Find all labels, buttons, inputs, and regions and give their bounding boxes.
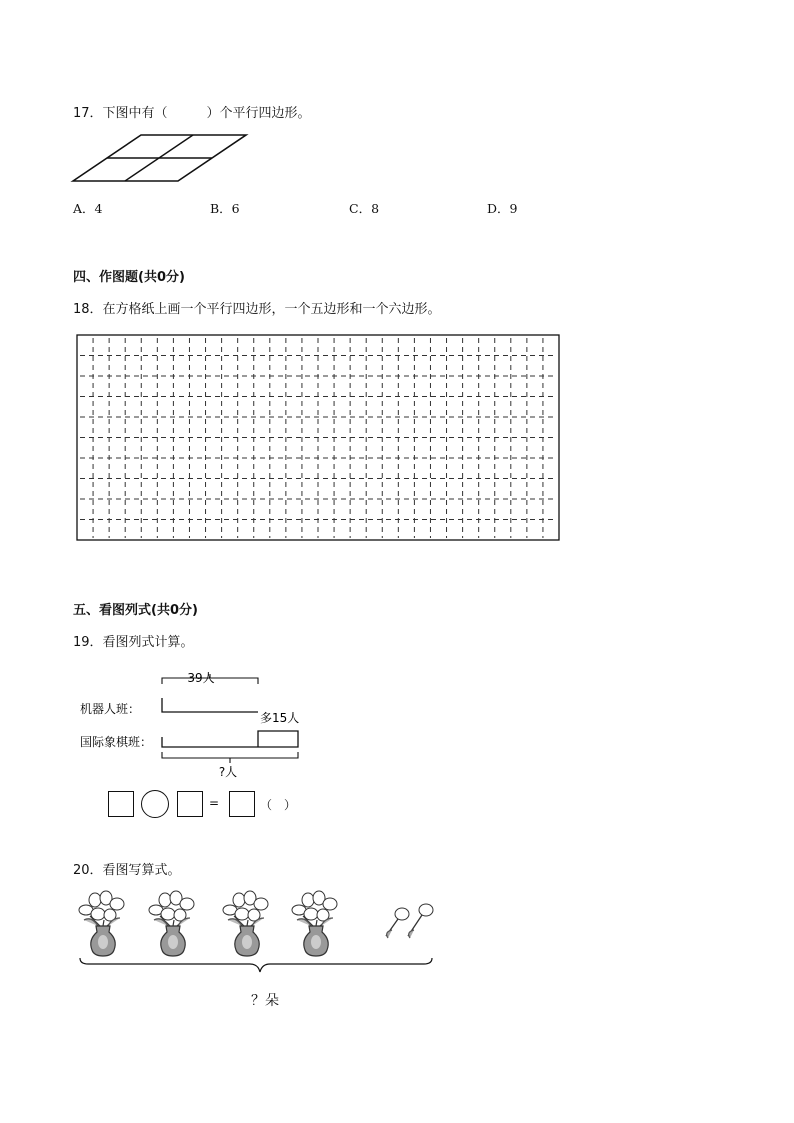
answer-box-3[interactable] [229,791,255,817]
option-b[interactable]: B．6 [210,201,240,216]
question-18-text: 18．在方格纸上画一个平行四边形，一个五边形和一个六边形。 [73,302,441,317]
parallelogram-figure [70,130,252,186]
question-17-text: 17．下图中有（ ）个平行四边形。 [73,106,311,121]
section-4-heading: 四、作图题(共0分) [73,270,185,285]
total-flowers-label: ？朵 [251,993,279,1009]
loose-tulips-icon [386,904,433,938]
option-c[interactable]: C．8 [349,201,380,216]
top-brace-label: 39人 [187,671,215,685]
total-label: ?人 [218,765,238,779]
option-d[interactable]: D．9 [487,201,518,216]
question-20-text: 20．看图写算式。 [73,863,181,878]
equals-sign: = [209,796,220,810]
more-label: 多15人 [260,711,300,725]
answer-box-2[interactable] [177,791,203,817]
question-19-text: 19．看图列式计算。 [73,635,194,650]
section-5-heading: 五、看图列式(共0分) [73,603,198,618]
robot-class-label: 机器人班： [80,702,141,716]
answer-box-1[interactable] [108,791,134,817]
chess-class-label: 国际象棋班： [80,735,153,749]
tulip-illustration [74,888,440,978]
grid-paper[interactable] [76,334,560,541]
unit-parentheses[interactable]: （ ） [260,798,297,812]
bar-model-diagram [76,662,316,782]
option-a[interactable]: A．4 [73,201,103,216]
operator-circle[interactable] [141,790,169,818]
